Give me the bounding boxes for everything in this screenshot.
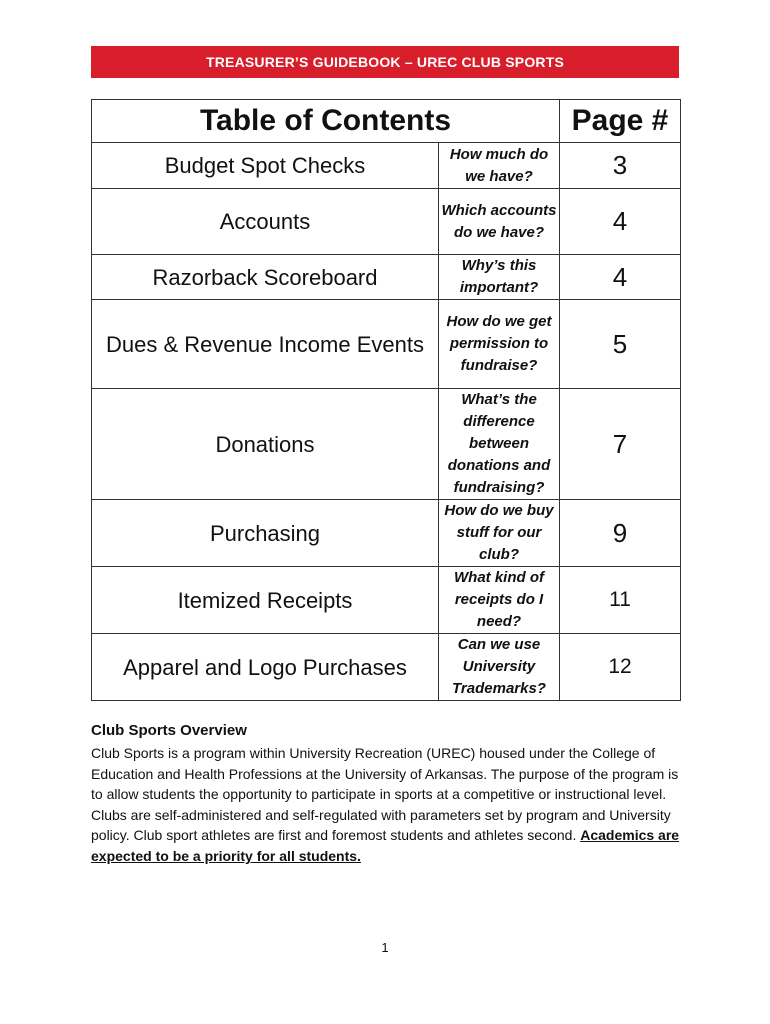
- table-row: [92, 255, 681, 300]
- table-row: [92, 634, 681, 701]
- toc-question: Can we use University Trademarks?: [439, 634, 560, 701]
- toc-question: How do we get permission to fundraise?: [439, 300, 560, 389]
- toc-question: Why’s this important?: [439, 255, 560, 300]
- toc-question: What kind of receipts do I need?: [439, 567, 560, 634]
- toc-topic: Apparel and Logo Purchases: [92, 634, 439, 701]
- toc-topic: Razorback Scoreboard: [92, 255, 439, 300]
- toc-page: 9: [560, 500, 681, 567]
- toc-page: 4: [560, 255, 681, 300]
- toc-page: 4: [560, 189, 681, 255]
- toc-page: 11: [560, 567, 681, 634]
- overview-emphasis: Academics are expected to be a priority for all students.: [91, 827, 680, 864]
- page-column-heading: Page #: [560, 100, 681, 143]
- table-row: [92, 189, 681, 255]
- toc-page: 3: [560, 143, 681, 189]
- table-row: [92, 300, 681, 389]
- overview-paragraph: [91, 743, 681, 867]
- toc-topic: Donations: [92, 389, 439, 500]
- toc-question: How do we buy stuff for our club?: [439, 500, 560, 567]
- table-row: [92, 567, 681, 634]
- toc-topic: Accounts: [92, 189, 439, 255]
- page-number: 1: [381, 940, 389, 955]
- overview-body: Club Sports is a program within University Recreation (UREC) housed under the College of Education and Health Professions at the University of Arkansas. The purpose of the program is to allow students the opportunity to participate in sports at a competitive or instructional level. Clubs are self-administered and self-regulated with parameters set by program and University policy. Club sport athletes are first and foremost students and athletes second.: [91, 745, 679, 844]
- table-row: [92, 143, 681, 189]
- guidebook-banner: TREASURER’S GUIDEBOOK – UREC CLUB SPORTS: [91, 46, 679, 78]
- toc-page: 12: [560, 634, 681, 701]
- toc-topic: Itemized Receipts: [92, 567, 439, 634]
- toc-page: 5: [560, 300, 681, 389]
- toc-question: How much do we have?: [439, 143, 560, 189]
- toc-title: Table of Contents: [92, 100, 560, 143]
- toc-question: Which accounts do we have?: [439, 189, 560, 255]
- club-sports-overview: [91, 720, 681, 867]
- table-of-contents: [91, 99, 681, 701]
- toc-topic: Dues & Revenue Income Events: [92, 300, 439, 389]
- table-row: [92, 500, 681, 567]
- toc-question: What’s the difference between donations and fundraising?: [439, 389, 560, 500]
- toc-page: 7: [560, 389, 681, 500]
- toc-topic: Purchasing: [92, 500, 439, 567]
- overview-heading: Club Sports Overview: [91, 722, 247, 739]
- table-row: [92, 389, 681, 500]
- toc-topic: Budget Spot Checks: [92, 143, 439, 189]
- toc-header-row: [92, 100, 681, 143]
